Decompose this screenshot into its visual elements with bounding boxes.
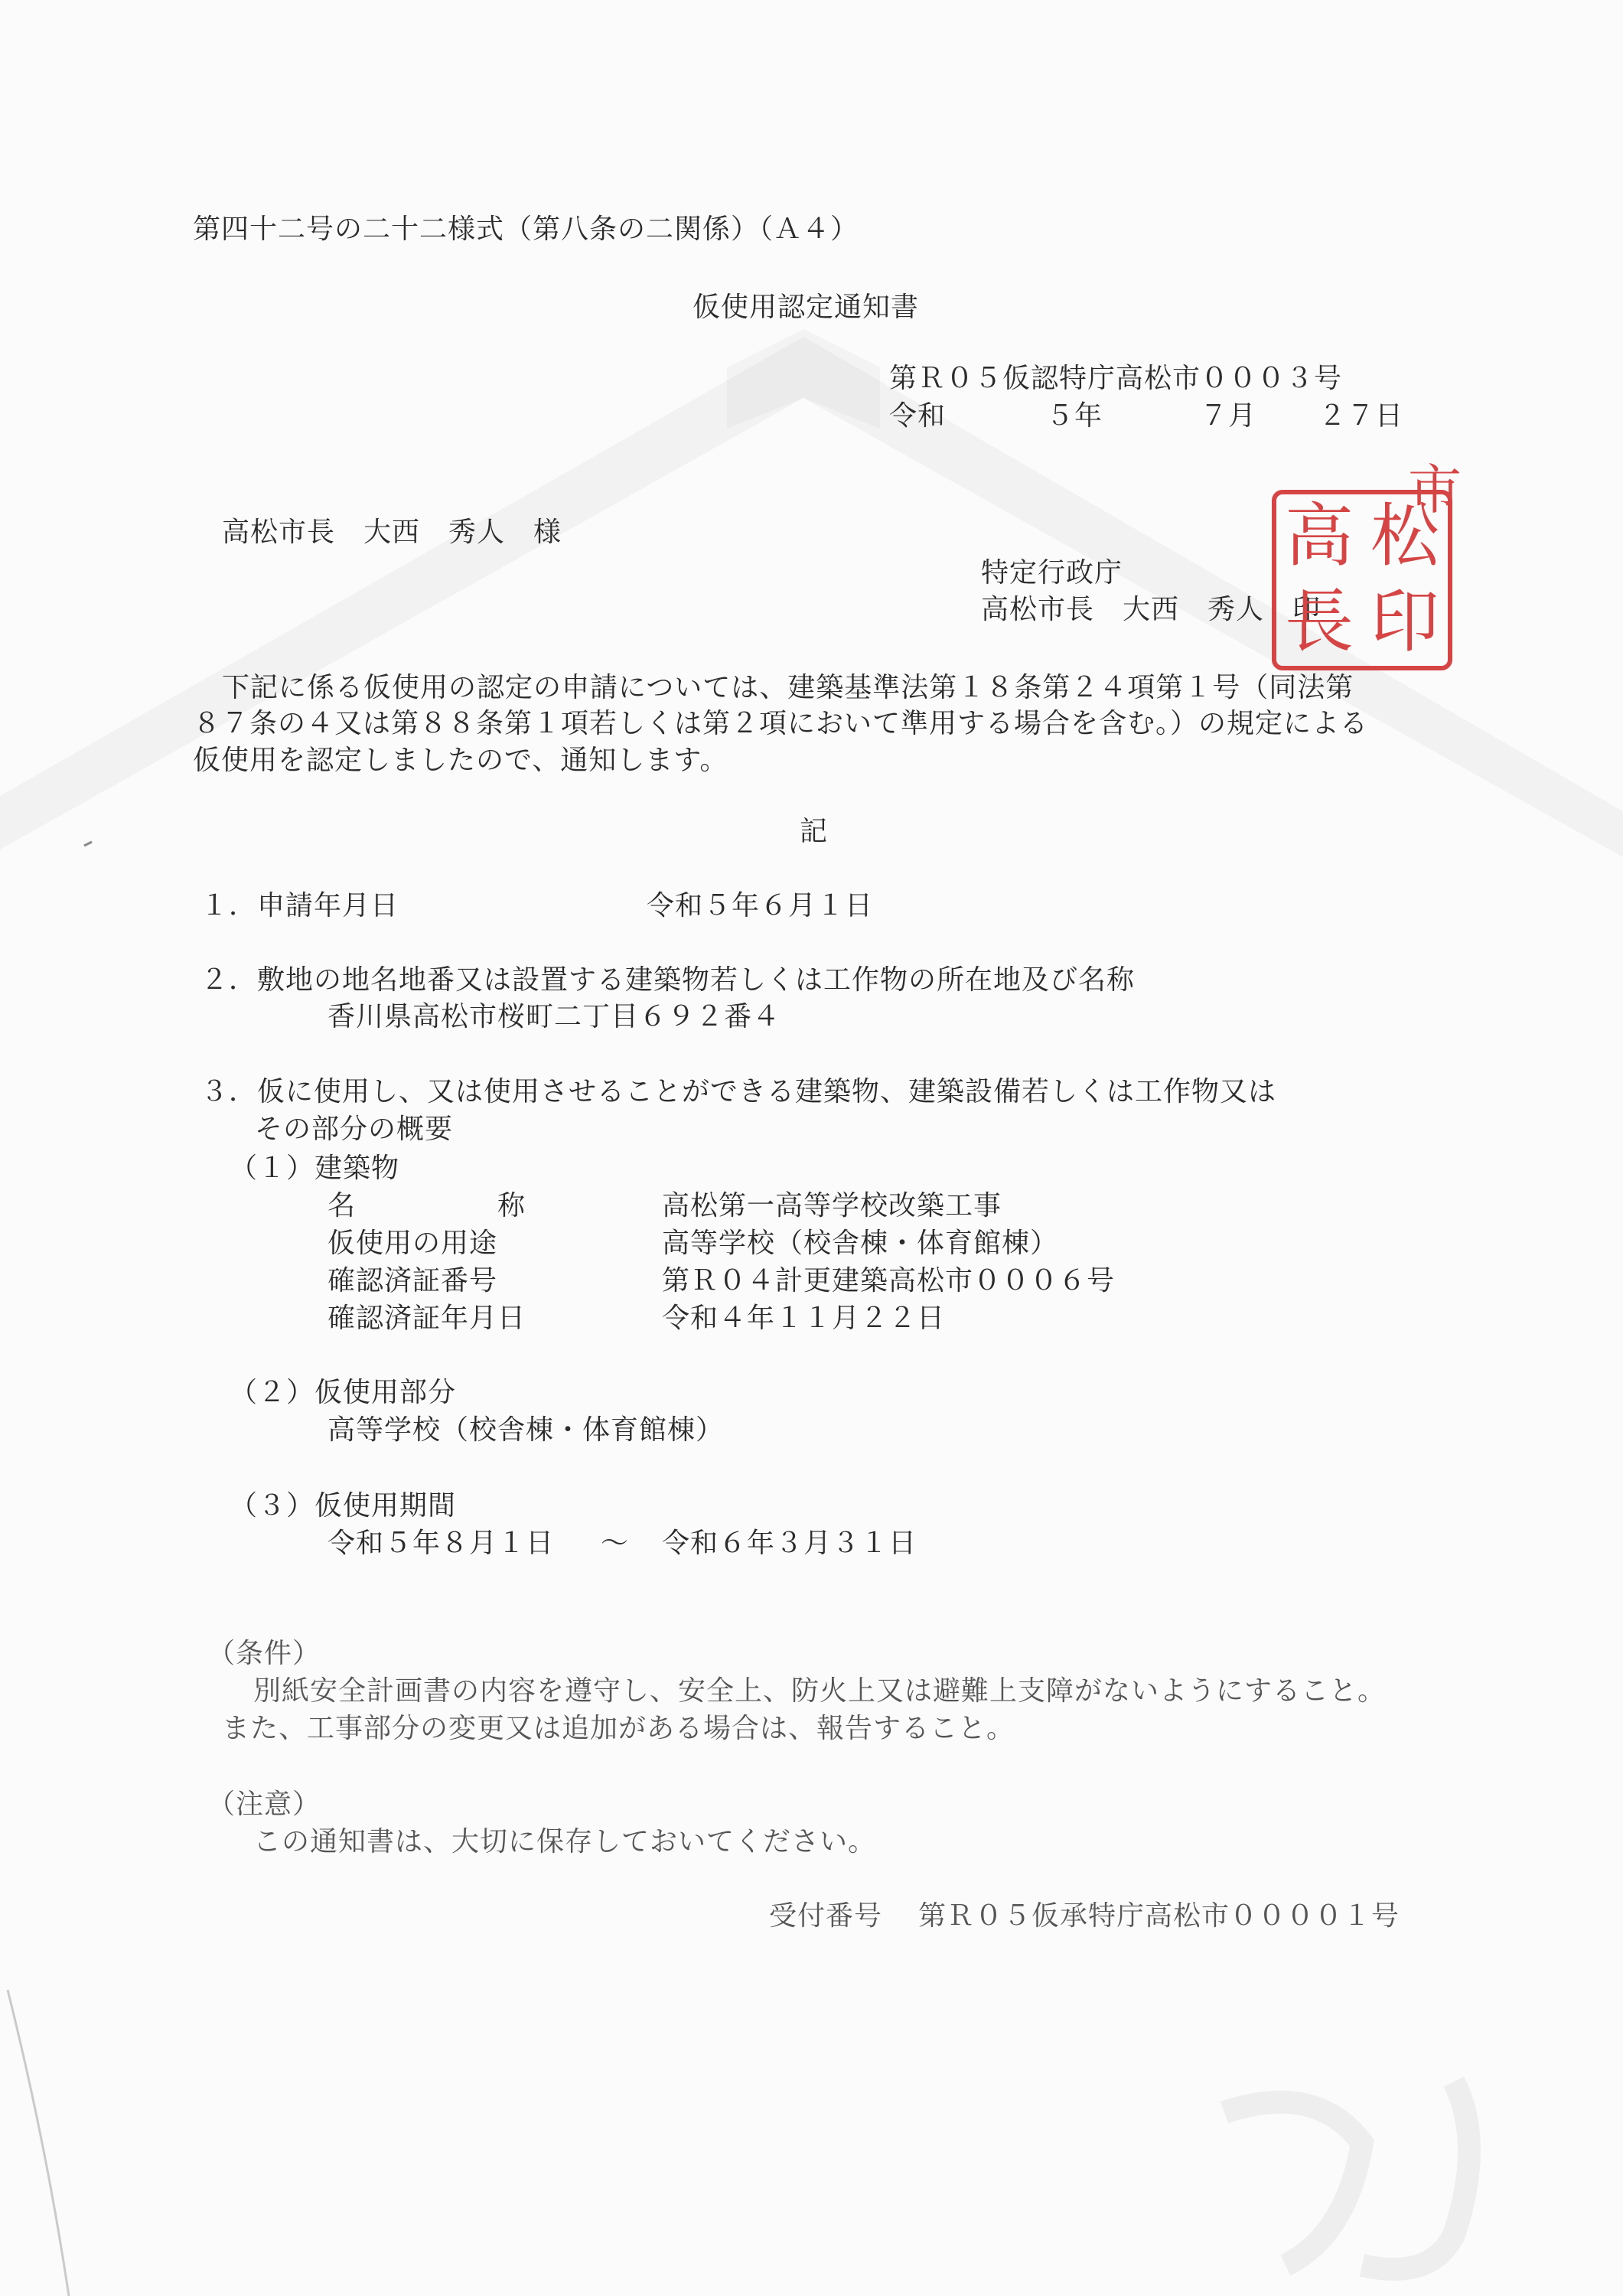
sub1-row-label: 確認済証番号: [328, 1265, 498, 1296]
receipt-number: 第Ｒ０５仮承特庁高松市００００１号: [918, 1900, 1400, 1932]
sub1-heading: （１）建築物: [230, 1153, 400, 1184]
sub3-end: 令和６年３月３１日: [662, 1528, 917, 1559]
sub1-row-label: 名 称: [328, 1190, 526, 1221]
conditions-heading: （条件）: [207, 1638, 321, 1669]
conditions-line2: また、工事部分の変更又は追加がある場合は、報告すること。: [222, 1713, 1015, 1744]
document-title: 仮使用認定通知書: [693, 292, 920, 323]
item3-label-line1: ３．仮に使用し、又は使用させることができる建築物、建築設備若しくは工作物又は: [200, 1076, 1277, 1107]
conditions-line1: 別紙安全計画書の内容を遵守し、安全上、防火上又は避難上支障がないようにすること。: [253, 1675, 1387, 1707]
sub1-row-value: 令和４年１１月２２日: [662, 1303, 946, 1334]
seal-char-top: 市: [1408, 458, 1462, 521]
sub2-heading: （２）仮使用部分: [230, 1377, 457, 1408]
date-month: ７月: [1200, 400, 1257, 432]
seal-char: 長: [1285, 582, 1354, 662]
ki-heading: 記: [800, 816, 829, 847]
sub3-heading: （３）仮使用期間: [230, 1490, 457, 1521]
notes-line1: この通知書は、大切に保存しておいてください。: [253, 1826, 877, 1857]
item1-label: １．申請年月日: [200, 890, 399, 921]
sub3-separator: ～: [601, 1528, 630, 1559]
item2-label: ２．敷地の地名地番又は設置する建築物若しくは工作物の所在地及び名称: [200, 964, 1136, 996]
sub1-row-label: 確認済証年月日: [328, 1303, 526, 1334]
document-number: 第Ｒ０５仮認特庁高松市０００３号: [889, 363, 1343, 394]
sub1-row-value: 高松第一高等学校改築工事: [662, 1190, 1002, 1221]
notes-heading: （注意）: [207, 1789, 321, 1820]
sub1-row-value: 高等学校（校舎棟・体育館棟）: [662, 1228, 1059, 1259]
addressee: 高松市長 大西 秀人 様: [222, 517, 562, 548]
body-line-2: ８７条の４又は第８８条第１項若しくは第２項において準用する場合を含む。）の規定による: [193, 708, 1369, 739]
body-line-3: 仮使用を認定しましたので、通知します。: [193, 745, 728, 776]
body-line-1: 下記に係る仮使用の認定の申請については、建築基準法第１８条第２４項第１号（同法第: [222, 672, 1354, 703]
receipt-label: 受付番号: [769, 1900, 883, 1932]
seal-char: 松: [1370, 496, 1439, 576]
item1-value: 令和５年６月１日: [647, 890, 874, 921]
date-year: ５年: [1046, 400, 1103, 432]
date-era: 令和: [889, 400, 947, 432]
sub2-value: 高等学校（校舎棟・体育館棟）: [328, 1414, 725, 1446]
sub3-start: 令和５年８月１日: [328, 1528, 555, 1559]
sub1-row-value: 第Ｒ０４計更建築高松市０００６号: [662, 1265, 1116, 1296]
issuer-authority: 特定行政庁: [981, 557, 1123, 589]
date-day: ２７日: [1318, 400, 1404, 432]
item3-label-line2: その部分の概要: [255, 1114, 454, 1145]
form-label: 第四十二号の二十二様式（第八条の二関係）（Ａ４）: [193, 214, 859, 245]
issuer-name: 高松市長 大西 秀人 印: [981, 594, 1322, 625]
seal-char: 高: [1285, 496, 1354, 576]
sub1-row-label: 仮使用の用途: [328, 1228, 498, 1259]
item2-value: 香川県高松市桜町二丁目６９２番４: [328, 1001, 781, 1032]
seal-char: 印: [1370, 582, 1439, 662]
